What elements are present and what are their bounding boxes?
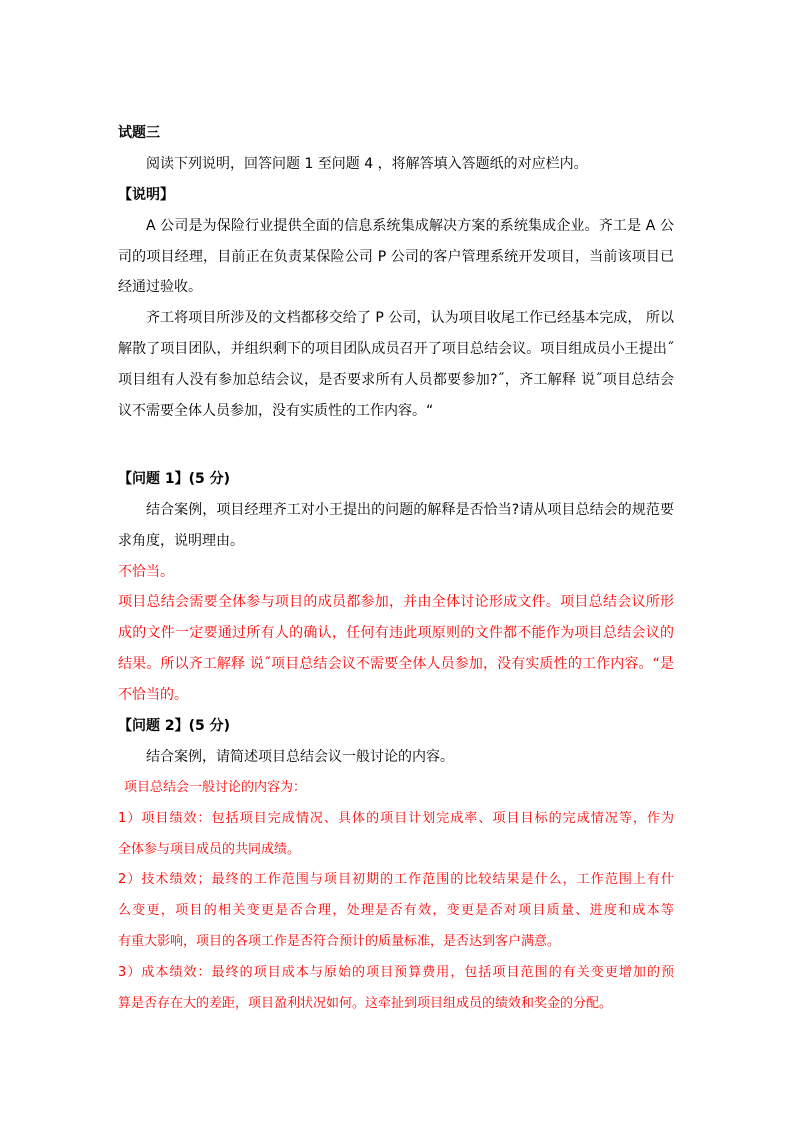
question-1-text: 结合案例，项目经理齐工对小王提出的问题的解释是否恰当?请从项目总结会的规范要 bbox=[146, 501, 674, 518]
answer-1-line: 结果。所以齐工解释 说˝项目总结会议不需要全体人员参加，没有实质性的工作内容。“是 bbox=[118, 656, 674, 673]
answer-2-line: 1）项目绩效：包括项目完成情况、具体的项目计划完成率、项目目标的完成情况等，作为 bbox=[118, 810, 674, 826]
description-line: 项目组有人没有参加总结会议，是否要求所有人员都要参加?˝，齐工解释 说˝项目总结会 bbox=[118, 372, 674, 389]
answer-2-line: 么变更，项目的相关变更是否合理，处理是否有效，变更是否对项目质量、进度和成本等 bbox=[118, 903, 674, 919]
description-line: 齐工将项目所涉及的文档都移交给了 P 公司，认为项目收尾工作已经基本完成， 所以 bbox=[146, 310, 674, 327]
answer-2-line: 项目总结会一般讨论的内容为： bbox=[124, 779, 307, 795]
answer-1-line: 不恰当的。 bbox=[118, 687, 188, 704]
document-page bbox=[118, 118, 674, 1020]
answer-2-line: 3）成本绩效：最终的项目成本与原始的项目预算费用，包括项目范围的有关变更增加的预 bbox=[118, 965, 674, 981]
description-line: 司的项目经理，目前正在负责某保险公司 P 公司的客户管理系统开发项目，当前该项目已 bbox=[118, 248, 674, 265]
exam-title: 试题三 bbox=[118, 125, 160, 141]
question-1-heading: 【问题 1】(5 分) bbox=[118, 470, 231, 487]
section-label: 【说明】 bbox=[118, 186, 174, 203]
answer-2-line: 2）技术绩效；最终的工作范围与项目初期的工作范围的比较结果是什么，工作范围上有什 bbox=[118, 872, 674, 888]
description-line: A 公司是为保险行业提供全面的信息系统集成解决方案的系统集成企业。齐工是 A 公 bbox=[146, 217, 674, 234]
description-line: 经通过验收。 bbox=[118, 279, 202, 296]
answer-1-line: 项目总结会需要全体参与项目的成员都参加，并由全体讨论形成文件。项目总结会议所形 bbox=[118, 594, 674, 611]
question-2-text: 结合案例，请简述项目总结会议一般讨论的内容。 bbox=[146, 748, 454, 765]
description-line: 解散了项目团队，并组织剩下的项目团队成员召开了项目总结会议。项目组成员小王提出˝ bbox=[118, 341, 674, 358]
answer-2-line: 有重大影响，项目的各项工作是否符合预计的质量标准，是否达到客户满意。 bbox=[118, 934, 561, 950]
answer-2-line: 全体参与项目成员的共同成绩。 bbox=[118, 841, 301, 857]
answer-1-line: 不恰当。 bbox=[118, 563, 174, 580]
answer-1-line: 成的文件一定要通过所有人的确认，任何有违此项原则的文件都不能作为项目总结会议的 bbox=[118, 625, 674, 642]
description-line: 议不需要全体人员参加，没有实质性的工作内容。“ bbox=[118, 403, 434, 420]
question-2-heading: 【问题 2】(5 分) bbox=[118, 718, 231, 735]
intro-text: 阅读下列说明，回答问题 1 至问题 4 ，将解答填入答题纸的对应栏内。 bbox=[146, 155, 588, 172]
answer-2-line: 算是否存在大的差距，项目盈利状况如何。这牵扯到项目组成员的绩效和奖金的分配。 bbox=[118, 996, 613, 1012]
question-1-text: 求角度，说明理由。 bbox=[118, 532, 244, 549]
